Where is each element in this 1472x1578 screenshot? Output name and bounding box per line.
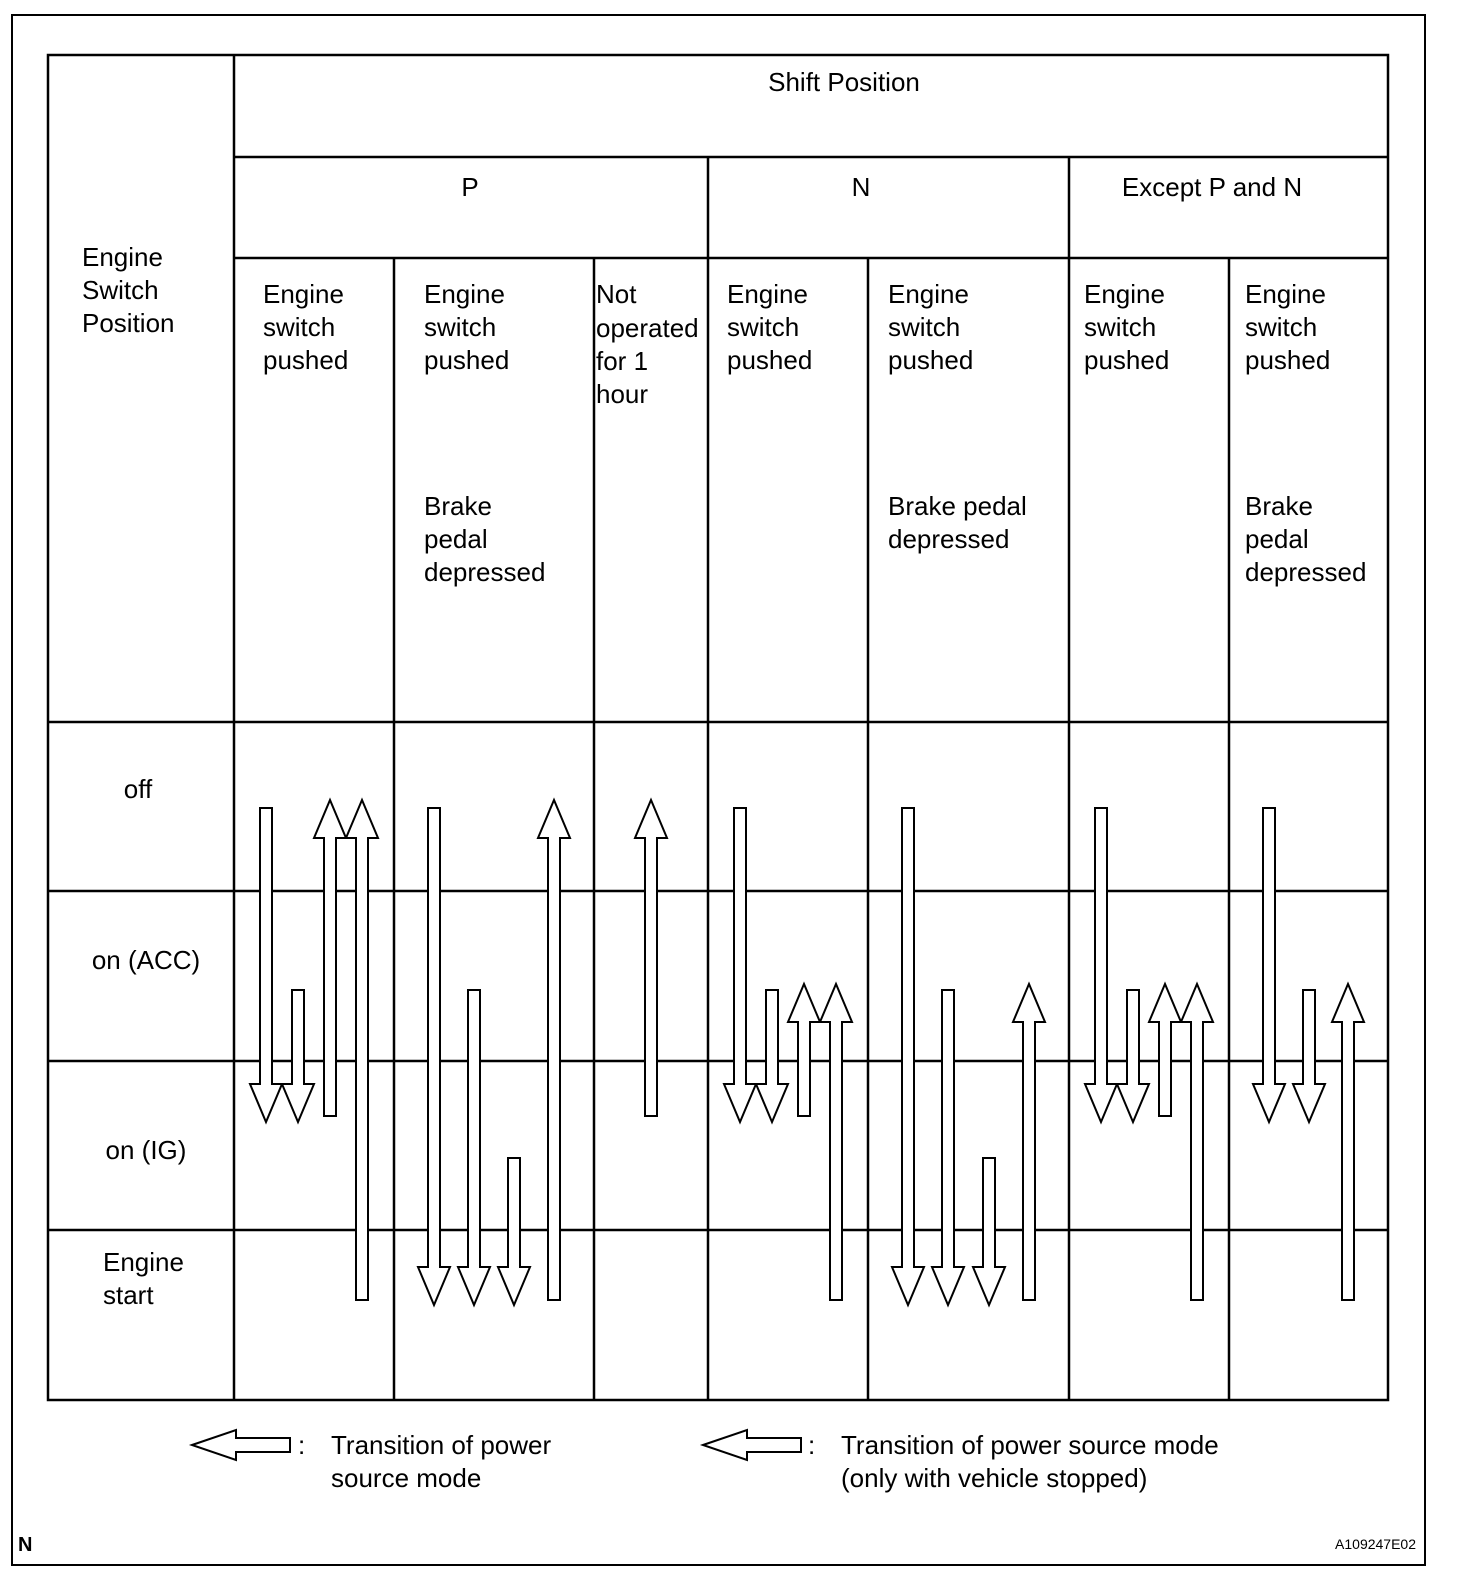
outer-frame xyxy=(12,15,1425,1565)
transition-arrow-ig-to-start xyxy=(498,1158,530,1305)
svg-text:Brakepedaldepressed: Brake pedal depressed xyxy=(424,491,546,587)
transition-arrow-acc-to-start xyxy=(458,990,490,1305)
condition-header-col-7 xyxy=(1245,279,1366,587)
condition-header-col-1 xyxy=(263,279,348,375)
legend-item-transition xyxy=(192,1430,558,1493)
figure-id: A109247E02 xyxy=(1335,1536,1416,1552)
svg-text:Brake pedaldepressed: Brake pedal depressed xyxy=(888,491,1027,554)
legend-arrow-icon xyxy=(192,1430,290,1460)
svg-text:Engineswitchpushed: Engine switch pushed xyxy=(424,279,510,375)
condition-header-col-5 xyxy=(888,279,1027,554)
transition-arrow-acc-to-off xyxy=(635,800,667,1116)
transition-arrow-start-to-acc xyxy=(1013,984,1045,1300)
condition-header-col-4 xyxy=(727,279,812,375)
svg-text:Engineswitchpushed: Engine switch pushed xyxy=(727,279,813,375)
transition-arrow-acc-to-ig xyxy=(756,990,788,1122)
transition-arrow-ig-to-start xyxy=(973,1158,1005,1305)
footer-left-label: N xyxy=(18,1534,33,1556)
legend-label-transition: Transition of power source mode xyxy=(331,1430,552,1493)
legend-separator: : xyxy=(298,1430,306,1460)
transition-arrow-acc-to-ig xyxy=(282,990,314,1122)
transition-arrow-off-to-acc xyxy=(1085,808,1117,1122)
state-label-engine-start: Engine start xyxy=(103,1247,184,1310)
svg-text:Engineswitchpushed: Engine switch pushed xyxy=(263,279,349,375)
condition-header-col-3 xyxy=(596,279,699,409)
state-label-ig: on (IG) xyxy=(105,1135,187,1165)
group-header-p: P xyxy=(461,172,479,202)
legend-label-stopped-transition: Transition of power source mode (only with vehicle stopped) xyxy=(841,1430,1219,1493)
transition-arrow-start-to-acc xyxy=(820,984,852,1300)
svg-text:Engineswitchpushed: Engine switch pushed xyxy=(1245,279,1331,375)
transition-arrow-acc-to-ig xyxy=(1117,990,1149,1122)
condition-header-col-6 xyxy=(1084,279,1169,375)
group-header-except-p-n: Except P and N xyxy=(1121,172,1303,202)
shift-position-header: Shift Position xyxy=(768,67,920,97)
transition-arrow-off-to-acc xyxy=(724,808,756,1122)
svg-text:Engineswitchpushed: Engine switch pushed xyxy=(888,279,974,375)
transition-arrow-start-to-off xyxy=(538,800,570,1300)
svg-text:Brakepedaldepressed: Brake pedal depressed xyxy=(1245,491,1367,587)
legend-arrow-icon xyxy=(703,1430,801,1460)
group-header-n: N xyxy=(851,172,871,202)
transition-arrow-acc-to-start xyxy=(932,990,964,1305)
svg-text:Engineswitchpushed: Engine switch pushed xyxy=(1084,279,1170,375)
state-label-off: off xyxy=(123,774,153,804)
transition-arrow-ig-to-acc xyxy=(788,984,820,1116)
transition-arrow-start-to-acc xyxy=(1332,984,1364,1300)
transition-arrow-start-to-off xyxy=(346,800,378,1300)
transition-arrow-off-to-ig xyxy=(1253,808,1285,1122)
transition-arrow-off-to-acc xyxy=(250,808,282,1122)
transition-arrow-ig-to-acc xyxy=(1149,984,1181,1116)
state-label-acc: on (ACC) xyxy=(91,945,201,975)
row-header-label: Engine Switch Position xyxy=(82,242,175,338)
transition-arrow-acc-to-ig xyxy=(1293,990,1325,1122)
condition-header-col-2 xyxy=(424,279,545,587)
table-grid xyxy=(48,55,1388,1400)
transition-arrow-ig-to-off xyxy=(314,800,346,1116)
legend-separator: : xyxy=(808,1430,816,1460)
legend-item-stopped-transition xyxy=(703,1430,1226,1493)
svg-text:Notoperatedfor 1hour: Not operated for 1 hour xyxy=(596,279,699,409)
transition-arrow-start-to-acc xyxy=(1181,984,1213,1300)
